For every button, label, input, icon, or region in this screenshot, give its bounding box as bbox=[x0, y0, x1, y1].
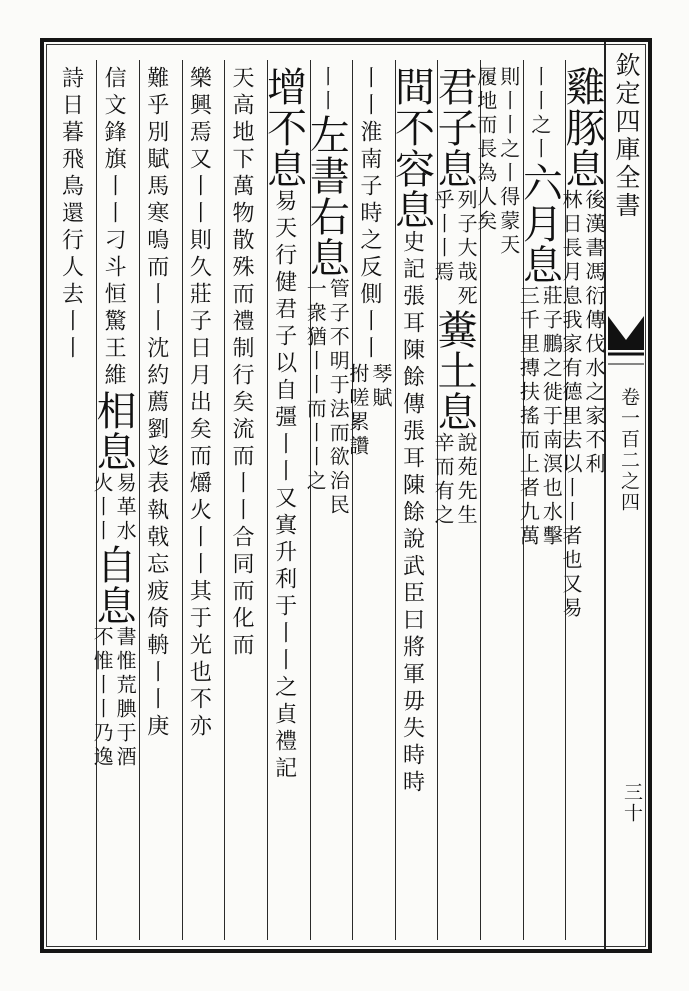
text-column bbox=[473, 60, 523, 940]
annotation-right: 管子不明于法而欲治民 bbox=[326, 278, 351, 518]
annotation-pair bbox=[90, 626, 136, 770]
main-text: 丨丨淮南子時之反側丨丨 bbox=[356, 66, 382, 363]
main-text: 易天行健君子以自彊丨丨又寘升利于丨丨之貞禮記 bbox=[271, 189, 297, 783]
margin-strip bbox=[604, 42, 648, 949]
annotation-left: 不惟丨丨乃逸 bbox=[90, 626, 115, 770]
annotation-right: 則丨丨之丨得蒙天 bbox=[496, 66, 521, 258]
text-area bbox=[54, 60, 608, 940]
main-text: 樂興焉又丨丨則久莊子日月出矣而爝火丨丨其于光也不亦 bbox=[186, 66, 212, 741]
annotation-left: 火丨丨 bbox=[90, 472, 115, 544]
annotation-pair bbox=[431, 189, 477, 309]
main-text: 天高地下萬物散殊而禮制行矣流而丨丨合同而化而 bbox=[228, 66, 254, 660]
annotation-left: 辛而有之 bbox=[431, 432, 456, 528]
text-column bbox=[54, 60, 96, 940]
main-text: 難乎別賦馬寒鳴而丨丨沈約薦劉彣表執戟忘疲倚輈丨丨庚 bbox=[143, 66, 169, 741]
entry-heading: 雞豚息 bbox=[558, 66, 605, 189]
entry-heading: 自息 bbox=[90, 544, 137, 626]
annotation-pair bbox=[431, 432, 477, 528]
main-text: 信文鋒旗丨丨刁斗恒驚王維 bbox=[101, 66, 127, 390]
entry-heading: 左書右息 bbox=[303, 114, 350, 278]
annotation-right: 後漢書馮衍傳伐水之家不利 bbox=[581, 189, 606, 477]
book-title: 欽定四庫全書 bbox=[612, 52, 641, 220]
annotation-right: 易革水 bbox=[113, 472, 138, 544]
text-column bbox=[224, 60, 267, 940]
annotation-pair bbox=[90, 472, 136, 544]
annotation-pair bbox=[559, 189, 605, 621]
entry-heading: 間不容息 bbox=[388, 66, 435, 230]
annotation-pair bbox=[528, 66, 551, 162]
entry-heading: 六月息 bbox=[516, 162, 563, 285]
entry-heading: 君子息 bbox=[431, 66, 478, 189]
annotation-right: 列子大哉死 bbox=[454, 189, 479, 309]
annotation-left: 履地而長為人矣 bbox=[473, 66, 498, 234]
annotation-pair bbox=[315, 66, 338, 114]
annotation-pair bbox=[303, 278, 349, 518]
text-column bbox=[182, 60, 225, 940]
annotation-pair bbox=[474, 66, 520, 258]
annotation-left: 林日長月息我家有德里去以丨丨者也又易 bbox=[558, 189, 583, 621]
chapter-label: 卷一百二之四 bbox=[618, 387, 640, 513]
entry-heading: 相息 bbox=[90, 390, 137, 472]
annotation-pair bbox=[346, 363, 392, 459]
annotation-left: 三千里摶扶搖而上者九萬 bbox=[516, 285, 541, 549]
annotation-left: 乎丨丨焉 bbox=[431, 189, 456, 285]
main-text: 史記張耳陳餘傳張耳陳餘說武臣曰將軍毋失時時 bbox=[399, 230, 425, 797]
fishtail-mark-icon bbox=[606, 310, 646, 380]
text-column bbox=[260, 60, 310, 940]
annotation-right: 丨丨 bbox=[314, 66, 339, 114]
text-column bbox=[388, 60, 438, 940]
annotation-right: 琴賦 bbox=[368, 363, 393, 411]
page-frame bbox=[40, 38, 652, 953]
annotation-left: 一衆猶丨丨而丨丨之 bbox=[303, 278, 328, 494]
column-content bbox=[46, 66, 94, 363]
entry-heading: 增不息 bbox=[260, 66, 307, 189]
annotation-right: 丨丨之丨 bbox=[527, 66, 552, 162]
page-number: 三十 bbox=[621, 782, 643, 824]
text-column bbox=[516, 60, 566, 940]
text-column bbox=[431, 60, 480, 940]
text-column bbox=[345, 60, 395, 940]
annotation-right: 說苑先生 bbox=[454, 432, 479, 528]
annotation-pair bbox=[516, 285, 562, 549]
main-text: 詩日暮飛鳥還行人去丨丨 bbox=[58, 66, 84, 363]
annotation-right: 書惟荒腆于酒 bbox=[113, 626, 138, 770]
text-column bbox=[90, 60, 139, 940]
annotation-left: 拊嗟累讚 bbox=[345, 363, 370, 459]
text-column bbox=[558, 60, 608, 940]
text-column bbox=[303, 60, 353, 940]
annotation-right: 莊子鵬之徙于南溟也水擊 bbox=[539, 285, 564, 549]
entry-heading: 糞土息 bbox=[431, 309, 478, 432]
text-column bbox=[139, 60, 182, 940]
